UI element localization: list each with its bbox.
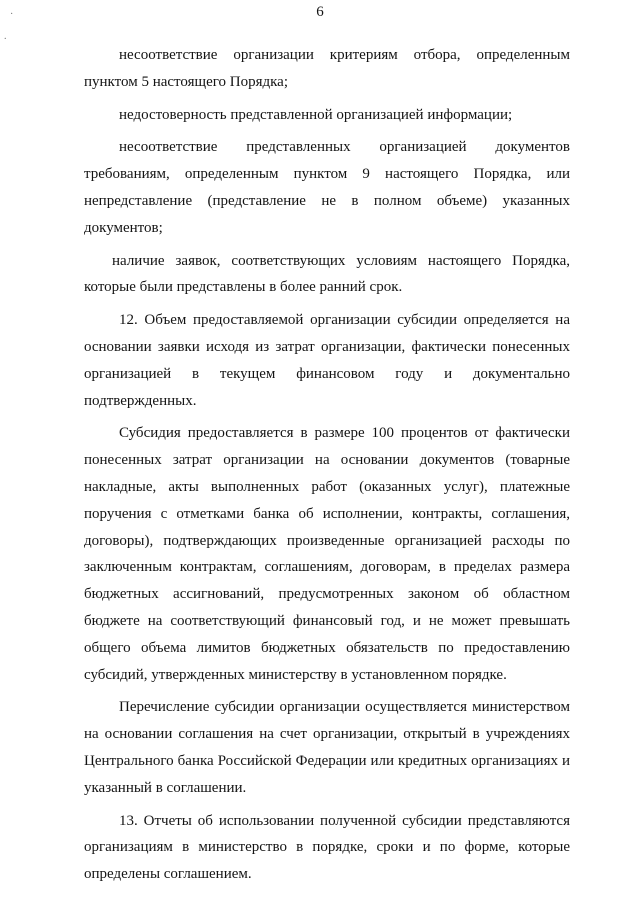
paragraph: 12. Объем предоставляемой организации субсидии определяется на основании заявки исходя из затрат организации, фактически понесенных организацией в текущем финансовом году и документально подтвержденных.: [84, 312, 570, 409]
paragraph: наличие заявок, соответствующих условиям настоящего Порядка, которые были представлены в более ранний срок.: [84, 252, 570, 296]
paragraph: несоответствие организации критериям отбора, определенным пунктом 5 настоящего Порядка;: [84, 47, 570, 90]
paragraph: 13. Отчеты об использовании полученной субсидии представляются организациям в министерство в порядке, сроки и по форме, которые определены соглашением.: [84, 812, 570, 883]
document-body: [84, 42, 570, 888]
paragraph: несоответствие представленных организацией документов требованиям, определенным пунктом 9 настоящего Порядка, или непредставление (представление не в полном объеме) указанных документов;: [84, 139, 570, 236]
paragraph: недостоверность представленной организацией информации;: [119, 106, 513, 123]
scan-mark: ·: [10, 9, 14, 20]
paragraph: Перечисление субсидии организации осуществляется министерством на основании соглашения на счет организации, открытый в учреждениях Центрального банка Российской Федерации или кредитных организациях и указанный в соглашении.: [84, 699, 570, 796]
scan-mark: .: [4, 31, 7, 42]
paragraph: Субсидия предоставляется в размере 100 процентов от фактически понесенных затрат организации на основании документов (товарные накладные, акты выполненных работ (оказанных услуг), платежные поручения с отметками банка об исполнении, контракты, соглашения, договоры), подтверждающих произведенные организацией расходы по заключенным контрактам, соглашениям, договорам, в пределах размера бюджетных ассигнований, предусмотренных законом об областном бюджете на соответствующий финансовый год, и не может превышать общего объема лимитов бюджетных обязательств по предоставлению субсидий, утвержденных министерству в установленном порядке.: [84, 425, 570, 683]
page-number: 6: [316, 4, 324, 20]
